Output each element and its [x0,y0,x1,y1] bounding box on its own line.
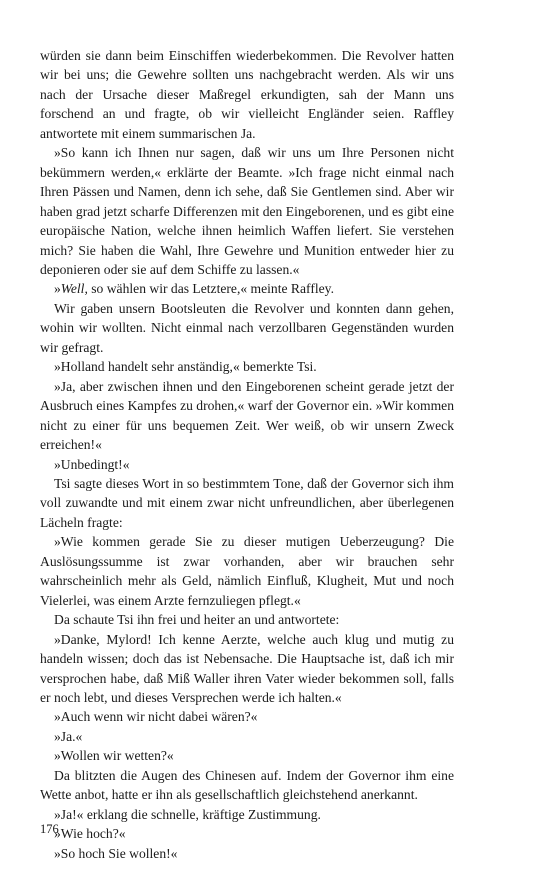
paragraph-11: »Danke, Mylord! Ich kenne Aerzte, welche auch klug und mutig zu handeln wissen; doch das ist Nebensache. Die Hauptsache ist, daß ich mir versprochen habe, daß Miß Waller ihren Vater wieder bekommen soll, falls er noch lebt, und dieses Versprechen werde ich halten.« [40,631,454,705]
paragraph-5: »Holland handelt sehr anständig,« bemerkte Tsi. [54,359,317,375]
paragraph-4: Wir gaben unsern Bootsleuten die Revolver und konnten dann gehen, wohin wir wollten. Nicht einmal nach verzollbaren Gegenständen wurden wir gefragt. [40,300,454,355]
paragraph-2: »So kann ich Ihnen nur sagen, daß wir uns um Ihre Personen nicht bekümmern werden,« erklärte der Beamte. »Ich frage nicht einmal nach Ihren Pässen und Namen, denn ich sehe, daß Sie Gentlemen sind. Aber wir haben grad jetzt scharfe Differenzen mit den Eingeborenen, und es gibt eine europäische Nation, welche ihnen heimlich Waffen liefert. Sie verstehen mich? Sie haben die Wahl, Ihre Gewehre und Munition entweder hier zu deponieren oder sie auf dem Schiffe zu lassen.« [40,145,454,277]
paragraph-13: »Ja.« [54,728,83,744]
paragraph-6: »Ja, aber zwischen ihnen und den Eingeborenen scheint gerade jetzt der Ausbruch eines Kampfes zu drohen,« warf der Governor ein. »Wir kommen nicht zu einer für uns bequemen Zeit. Wer weiß, ob wir unsern Zweck erreichen!« [40,378,454,453]
paragraph-9: »Wie kommen gerade Sie zu dieser mutigen Ueberzeugung? Die Auslösungssumme ist zwar vorhanden, aber wir brauchen sehr wahrscheinlich mehr als Geld, nämlich Einfluß, Klugheit, Mut und noch Vielerlei, was einem Arzte fernzuliegen pflegt.« [40,534,454,608]
book-page [40,46,454,863]
paragraph-18: »So hoch Sie wollen!« [54,845,178,861]
paragraph-15: Da blitzten die Augen des Chinesen auf. Indem der Governor ihm eine Wette anbot, hatte er ihn als gesellschaftlich gleichstehend anerkannt. [40,767,454,803]
paragraph-7: »Unbedingt!« [54,456,130,472]
paragraph-3: »Well, so wählen wir das Letztere,« meinte Raffley. [54,281,334,297]
paragraph-16: »Ja!« erklang die schnelle, kräftige Zustimmung. [54,806,321,822]
paragraph-8: Tsi sagte dieses Wort in so bestimmtem Tone, daß der Governor sich ihm voll zuwandte und mit einem zwar nicht unfreundlichen, aber überlegenen Lächeln fragte: [40,475,454,530]
paragraph-1: würden sie dann beim Einschiffen wiederbekommen. Die Revolver hatten wir bei uns; die Gewehre sollten uns nachgebracht werden. Als wir uns nach der Ursache dieser Maßregel erkundigten, sah der Mann uns forschend an und fragte, ob wir vielleicht Engländer seien. Raffley antwortete mit einem summarischen Ja. [40,48,454,141]
paragraph-17: »Wie hoch?« [54,826,126,842]
paragraph-12: »Auch wenn wir nicht dabei wären?« [54,709,258,725]
paragraph-14: »Wollen wir wetten?« [54,748,174,764]
paragraph-10: Da schaute Tsi ihn frei und heiter an und antwortete: [54,612,340,628]
page-number: 176 [40,822,59,836]
emphasis-word: Well, [60,281,88,297]
